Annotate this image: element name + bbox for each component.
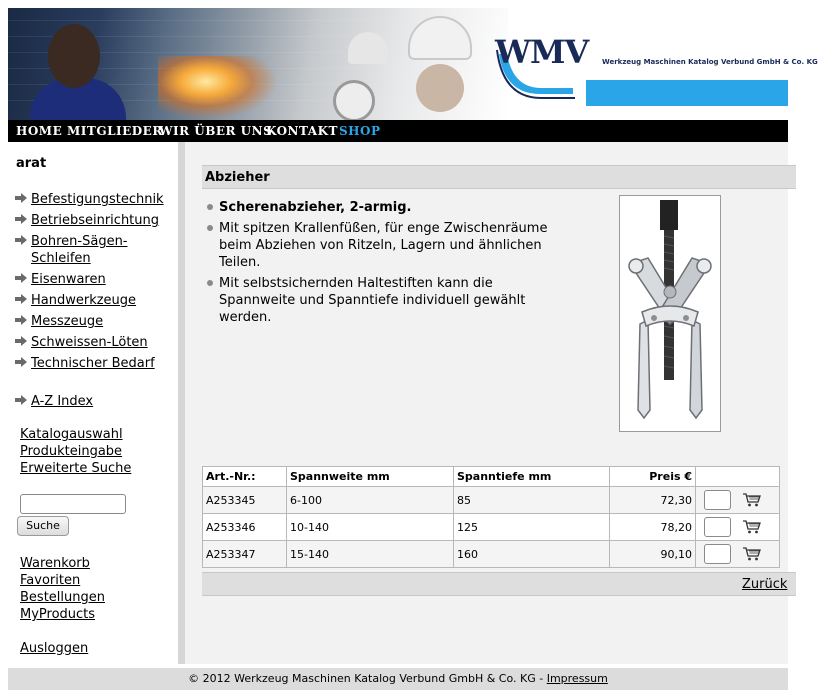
product-description-1: Mit spitzen Krallenfüßen, für enge Zwischenräume beim Abziehen von Ritzeln, Lagern und ähnlichen Teilen. bbox=[219, 221, 548, 270]
logo-text: WMV bbox=[495, 33, 589, 71]
nav-home[interactable]: HOME bbox=[16, 124, 63, 138]
arrow-right-icon bbox=[15, 357, 27, 367]
katalogauswahl-link[interactable]: Katalogauswahl bbox=[20, 427, 123, 442]
sidebar-item-label[interactable]: Betriebseinrichtung bbox=[31, 213, 160, 228]
bullet-icon bbox=[207, 280, 213, 286]
quantity-input[interactable] bbox=[704, 490, 731, 510]
col-preis: Preis € bbox=[610, 467, 696, 487]
arrow-right-icon bbox=[15, 336, 27, 346]
cart-icon[interactable] bbox=[743, 493, 761, 507]
cell-art-nr[interactable]: A253347 bbox=[203, 541, 287, 568]
search-button[interactable]: Suche bbox=[17, 516, 69, 536]
arrow-right-icon bbox=[15, 214, 27, 224]
bullet-icon bbox=[207, 204, 213, 210]
section-header bbox=[202, 165, 796, 189]
product-image[interactable] bbox=[619, 195, 721, 432]
cell-preis: 72,30 bbox=[610, 487, 696, 514]
cell-spanntiefe: 85 bbox=[454, 487, 610, 514]
section-title: Abzieher bbox=[205, 170, 270, 185]
bullet-icon bbox=[207, 225, 213, 231]
cell-spannweite: 15-140 bbox=[287, 541, 454, 568]
user-name: arat bbox=[16, 156, 47, 171]
sidebar-item-label[interactable]: Technischer Bedarf bbox=[31, 356, 155, 371]
bestellungen-link[interactable]: Bestellungen bbox=[20, 590, 105, 605]
sidebar-item-label[interactable]: Messzeuge bbox=[31, 314, 104, 329]
puller-tool-icon bbox=[620, 196, 720, 431]
arrow-right-icon bbox=[15, 315, 27, 325]
table-row bbox=[203, 487, 780, 514]
main-nav bbox=[8, 120, 788, 142]
table-row bbox=[203, 541, 780, 568]
nav-mitglieder[interactable]: MITGLIEDER bbox=[67, 124, 163, 138]
quantity-input[interactable] bbox=[704, 544, 731, 564]
cell-order bbox=[696, 514, 780, 541]
footer bbox=[8, 668, 788, 690]
back-link[interactable]: Zurück bbox=[742, 577, 788, 592]
price-table bbox=[202, 466, 780, 568]
myproducts-link[interactable]: MyProducts bbox=[20, 607, 96, 622]
favoriten-link[interactable]: Favoriten bbox=[20, 573, 81, 588]
col-spannweite: Spannweite mm bbox=[287, 467, 454, 487]
table-header-row bbox=[203, 467, 780, 487]
col-art-nr: Art.-Nr.: bbox=[203, 467, 287, 487]
banner-photo bbox=[8, 8, 508, 120]
cell-preis: 90,10 bbox=[610, 541, 696, 568]
warenkorb-link[interactable]: Warenkorb bbox=[20, 556, 90, 571]
sidebar-item-label[interactable]: Befestigungstechnik bbox=[31, 192, 164, 207]
cell-preis: 78,20 bbox=[610, 514, 696, 541]
sidebar-item-label[interactable]: Handwerkzeuge bbox=[31, 293, 137, 308]
cart-icon[interactable] bbox=[743, 520, 761, 534]
cell-art-nr[interactable]: A253345 bbox=[203, 487, 287, 514]
sidebar-divider bbox=[178, 142, 185, 664]
cart-icon[interactable] bbox=[743, 547, 761, 561]
sidebar-item-label[interactable]: Bohren-Sägen-Schleifen bbox=[31, 234, 128, 266]
nav-wir-ueber-uns[interactable]: WIR ÜBER UNS bbox=[159, 124, 273, 138]
product-description-2: Mit selbstsichernden Haltestiften kann die Spannweite und Spanntiefe individuell gewählt werden. bbox=[219, 276, 526, 325]
back-bar bbox=[202, 572, 796, 596]
sidebar-item-label[interactable]: Schweissen-Löten bbox=[31, 335, 148, 350]
banner-blue-bar bbox=[586, 80, 788, 106]
arrow-right-icon bbox=[15, 395, 27, 405]
arrow-right-icon bbox=[15, 294, 27, 304]
col-order bbox=[696, 467, 780, 487]
cell-order bbox=[696, 487, 780, 514]
impressum-link[interactable]: Impressum bbox=[546, 672, 608, 685]
nav-kontakt[interactable]: KONTAKT bbox=[266, 124, 338, 138]
cell-spannweite: 10-140 bbox=[287, 514, 454, 541]
copyright-text: © 2012 Werkzeug Maschinen Katalog Verbund GmbH & Co. KG - bbox=[188, 672, 544, 685]
table-row bbox=[203, 514, 780, 541]
cell-spanntiefe: 125 bbox=[454, 514, 610, 541]
search-input[interactable] bbox=[20, 494, 126, 514]
quantity-input[interactable] bbox=[704, 517, 731, 537]
logout-link[interactable]: Ausloggen bbox=[20, 641, 89, 656]
arrow-right-icon bbox=[15, 273, 27, 283]
sidebar-item-label[interactable]: A-Z Index bbox=[31, 394, 94, 409]
cell-art-nr[interactable]: A253346 bbox=[203, 514, 287, 541]
cell-spannweite: 6-100 bbox=[287, 487, 454, 514]
arrow-right-icon bbox=[15, 235, 27, 245]
col-spanntiefe: Spanntiefe mm bbox=[454, 467, 610, 487]
cell-order bbox=[696, 541, 780, 568]
company-name: Werkzeug Maschinen Katalog Verbund GmbH & Co. KG bbox=[602, 58, 818, 66]
erweiterte-suche-link[interactable]: Erweiterte Suche bbox=[20, 461, 132, 476]
cell-spanntiefe: 160 bbox=[454, 541, 610, 568]
produkteingabe-link[interactable]: Produkteingabe bbox=[20, 444, 123, 459]
arrow-right-icon bbox=[15, 193, 27, 203]
sidebar-item-label[interactable]: Eisenwaren bbox=[31, 272, 106, 287]
nav-shop[interactable]: SHOP bbox=[339, 124, 381, 138]
product-title: Scherenabzieher, 2-armig. bbox=[219, 200, 412, 215]
